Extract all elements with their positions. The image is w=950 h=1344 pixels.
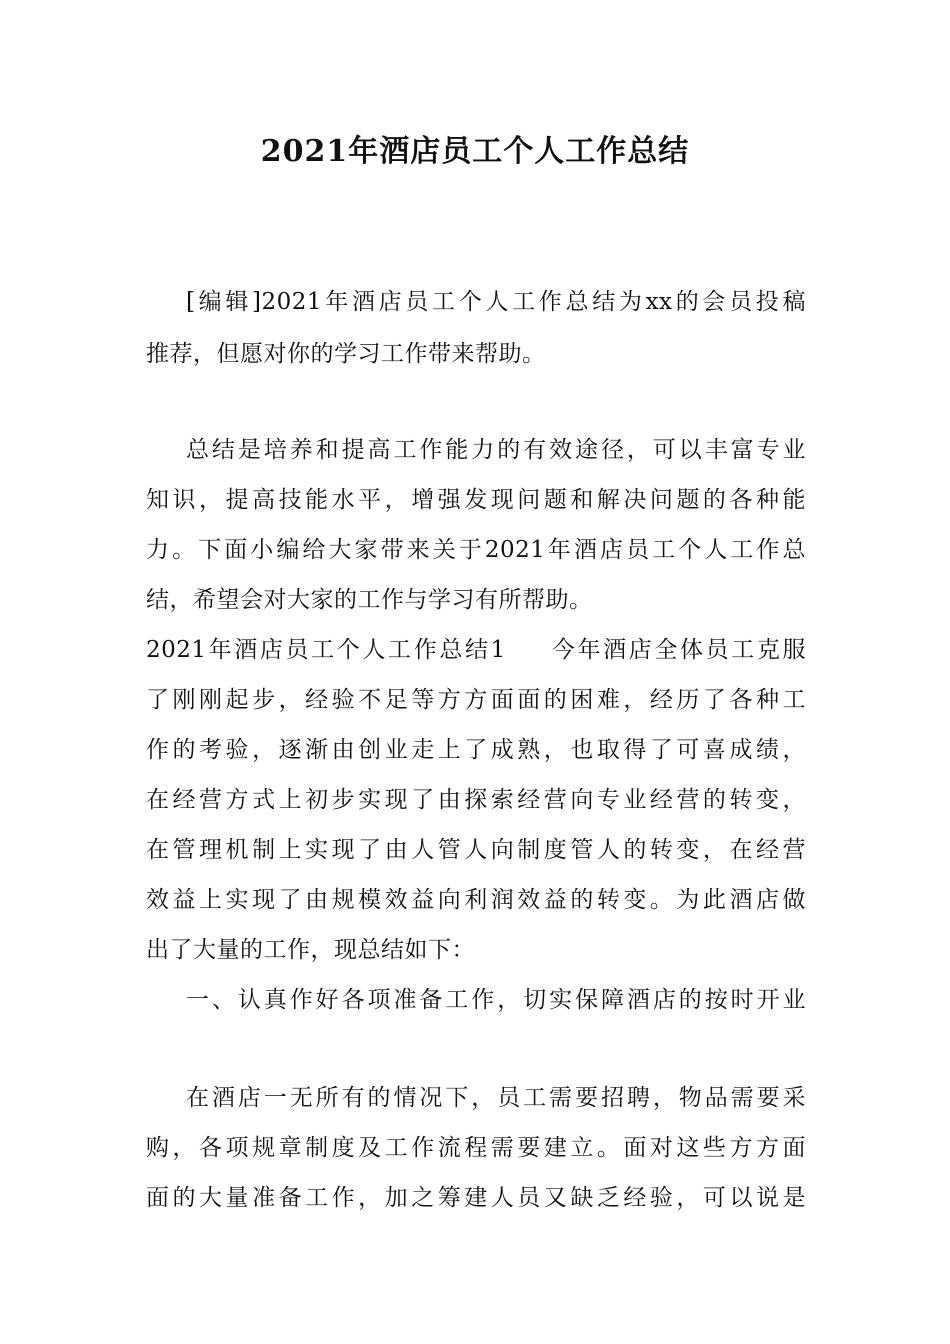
paragraph-line: 结，希望会对大家的工作与学习有所帮助。 xyxy=(146,587,593,613)
paragraph-line: [编辑]2021年酒店员工个人工作总结为xx的会员投稿 xyxy=(186,289,806,315)
paragraph-line: 面的大量准备工作，加之筹建人员又缺乏经验，可以说是 xyxy=(146,1185,806,1211)
section-heading: 2021年酒店员工个人工作总结1 xyxy=(146,637,506,663)
paragraph-line: 力。下面小编给大家带来关于2021年酒店员工个人工作总 xyxy=(146,537,806,563)
paragraph-text: 今年酒店全体员工克服 xyxy=(549,637,807,663)
paragraph-line: 在酒店一无所有的情况下，员工需要招聘，物品需要采 xyxy=(186,1085,806,1111)
paragraph-line: 购，各项规章制度及工作流程需要建立。面对这些方方面 xyxy=(146,1135,806,1161)
paragraph-line: 知识，提高技能水平，增强发现问题和解决问题的各种能 xyxy=(146,487,806,513)
paragraph-line xyxy=(146,632,806,668)
paragraph-line: 在经营方式上初步实现了由探索经营向专业经营的转变， xyxy=(146,787,806,813)
paragraph-line: 了刚刚起步，经验不足等方方面面的困难，经历了各种工 xyxy=(146,687,806,713)
paragraph-line: 作的考验，逐渐由创业走上了成熟，也取得了可喜成绩， xyxy=(146,737,806,763)
document-title: 2021年酒店员工个人工作总结 xyxy=(260,134,690,169)
section-heading: 一、认真作好各项准备工作，切实保障酒店的按时开业 xyxy=(186,987,806,1013)
paragraph-line: 效益上实现了由规模效益向利润效益的转变。为此酒店做 xyxy=(146,887,806,913)
paragraph-line: 推荐，但愿对你的学习工作带来帮助。 xyxy=(146,341,546,367)
paragraph-line: 在管理机制上实现了由人管人向制度管人的转变，在经营 xyxy=(146,837,806,863)
paragraph-line: 总结是培养和提高工作能力的有效途径，可以丰富专业 xyxy=(186,437,806,463)
paragraph-line: 出了大量的工作，现总结如下： xyxy=(146,937,475,963)
